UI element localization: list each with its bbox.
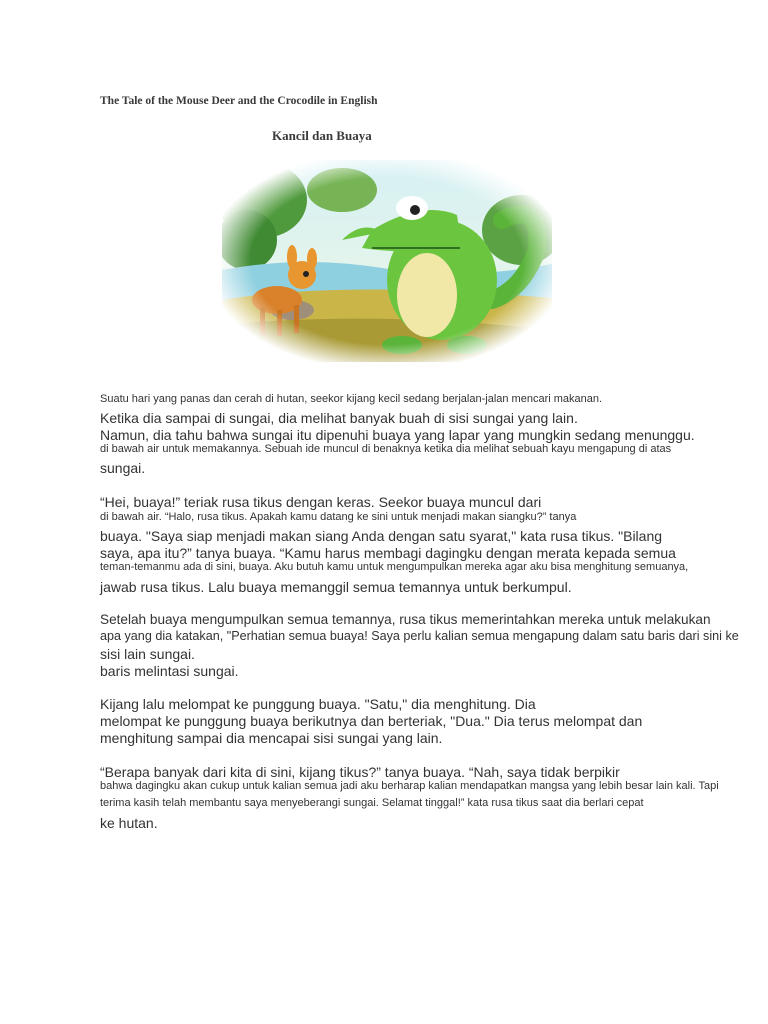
text-line: “Berapa banyak dari kita di sini, kijang tikus?” tanya buaya. “Nah, saya tidak berpikir bbox=[100, 764, 620, 780]
story-subtitle: Kancil dan Buaya bbox=[272, 128, 372, 143]
text-line: teman-temanmu ada di sini, buaya. Aku butuh kamu untuk mengumpulkan mereka agar aku bisa menghitung semuanya, bbox=[100, 561, 689, 573]
text-line: saya, apa itu?” tanya buaya. “Kamu harus membagi dagingku dengan merata kepada semua bbox=[100, 545, 676, 561]
text-line: di bawah air. “Halo, rusa tikus. Apakah kamu datang ke sini untuk menjadi makan siangku?” tanya bbox=[100, 511, 577, 523]
text-line: bahwa dagingku akan cukup untuk kalian semua jadi aku berharap kalian mendapatkan mangsa yang lebih besar lain kali. Tapi bbox=[100, 780, 719, 792]
text-line: terima kasih telah membantu saya menyeberangi sungai. Selamat tinggal!” kata rusa tikus saat dia berlari cepat bbox=[100, 797, 644, 809]
text-line: apa yang dia katakan, "Perhatian semua buaya! Saya perlu kalian semua mengapung dalam satu baris dari sini ke bbox=[100, 629, 739, 643]
text-line: Ketika dia sampai di sungai, dia melihat banyak buah di sisi sungai yang lain. bbox=[100, 410, 578, 426]
text-line: Setelah buaya mengumpulkan semua temannya, rusa tikus memerintahkan mereka untuk melakukan bbox=[100, 612, 711, 627]
document-title: The Tale of the Mouse Deer and the Crocodile in English bbox=[100, 95, 378, 107]
text-line: buaya. "Saya siap menjadi makan siang Anda dengan satu syarat," kata rusa tikus. "Bilang bbox=[100, 528, 663, 544]
text-line: Namun, dia tahu bahwa sungai itu dipenuhi buaya yang lapar yang mungkin sedang menunggu. bbox=[100, 427, 695, 443]
text-line: sisi lain sungai. bbox=[100, 646, 195, 662]
text-line: menghitung sampai dia mencapai sisi sungai yang lain. bbox=[100, 730, 443, 746]
text-line: jawab rusa tikus. Lalu buaya memanggil semua temannya untuk berkumpul. bbox=[100, 579, 572, 595]
text-line: baris melintasi sungai. bbox=[100, 663, 239, 679]
text-line: di bawah air untuk memakannya. Sebuah ide muncul di benaknya ketika dia melihat sebuah kayu mengapung di atas bbox=[100, 443, 672, 455]
text-line: melompat ke punggung buaya berikutnya dan berteriak, "Dua." Dia terus melompat dan bbox=[100, 713, 643, 729]
vignette bbox=[222, 160, 552, 362]
text-line: Suatu hari yang panas dan cerah di hutan, seekor kijang kecil sedang berjalan-jalan mencari makanan. bbox=[100, 393, 603, 405]
text-line: Kijang lalu melompat ke punggung buaya. "Satu," dia menghitung. Dia bbox=[100, 696, 536, 712]
text-line: ke hutan. bbox=[100, 815, 158, 831]
text-line: sungai. bbox=[100, 460, 146, 476]
text-line: “Hei, buaya!” teriak rusa tikus dengan keras. Seekor buaya muncul dari bbox=[100, 494, 542, 510]
mouse-deer-and-crocodile-illustration bbox=[222, 160, 552, 362]
